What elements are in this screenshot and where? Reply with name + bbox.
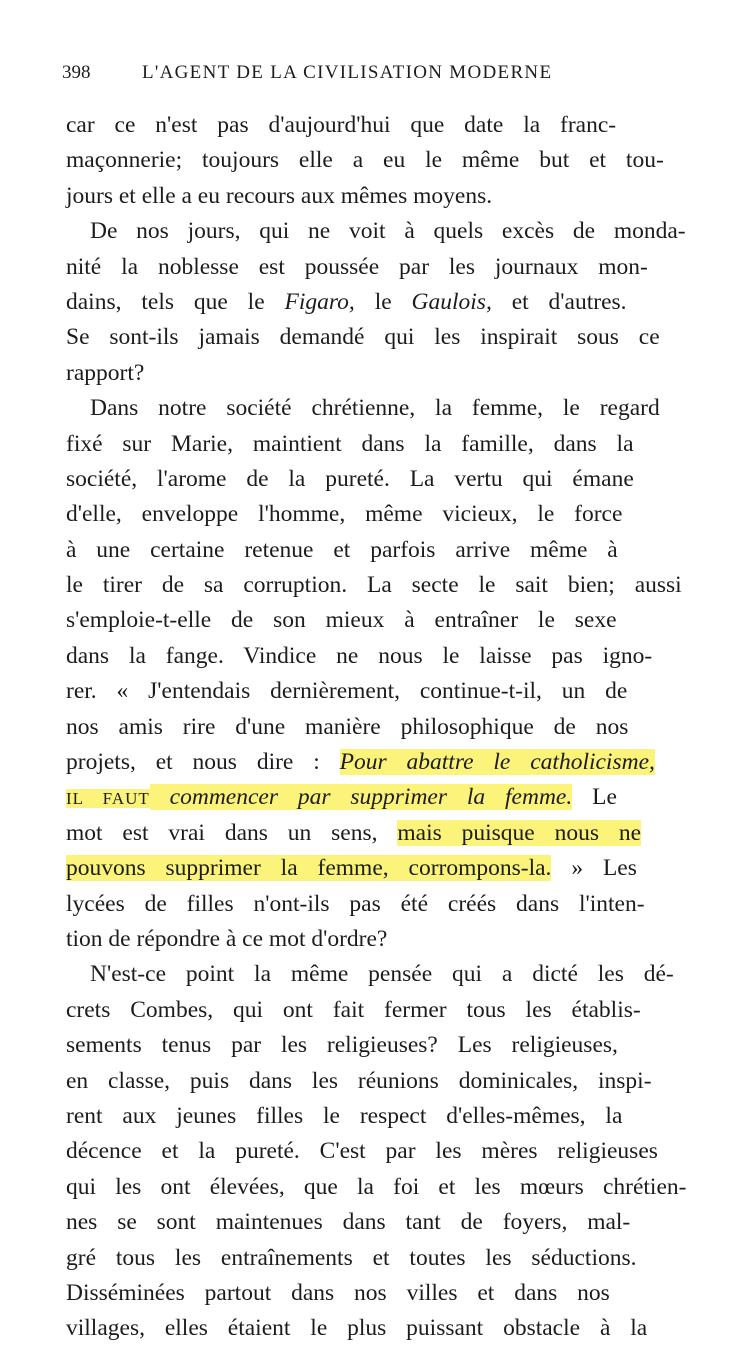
highlighted-text: pouvons supprimer la femme, corrompons-la. — [66, 855, 552, 882]
highlighted-text: IL FAUT — [66, 789, 150, 809]
text-line: fixé sur Marie, maintient dans la famille, dans la — [66, 430, 634, 457]
text-line: gré tous les entraînements et toutes les séductions. — [66, 1244, 637, 1271]
text-line: jours et elle a eu recours aux mêmes moyens. — [66, 182, 493, 209]
text-line: d'elle, enveloppe l'homme, même vicieux, le force — [66, 501, 623, 528]
text-line: rent aux jeunes filles le respect d'elles-mêmes, la — [66, 1102, 623, 1129]
highlighted-text: commencer par supprimer la femme. — [149, 784, 573, 811]
text-segment: et d'autres. — [491, 288, 627, 315]
text-line — [66, 851, 686, 886]
text-line — [66, 285, 686, 320]
text-line — [66, 780, 686, 815]
text-line: N'est-ce point la même pensée qui a dicté les dé- — [90, 961, 674, 988]
text-segment: projets, et nous dire : — [66, 749, 340, 776]
text-line: dans la fange. Vindice ne nous le laisse pas igno- — [66, 642, 653, 669]
text-line: Se sont-ils jamais demandé qui les inspirait sous ce — [66, 324, 660, 351]
running-head — [62, 58, 682, 88]
text-line: à une certaine retenue et parfois arrive même à — [66, 536, 618, 563]
text-line: maçonnerie; toujours elle a eu le même but et tou- — [66, 147, 664, 174]
text-segment: » Les — [551, 855, 637, 882]
text-segment: dains, tels que le — [66, 288, 285, 315]
text-line: rer. « J'entendais dernièrement, continue-t-il, un de — [66, 678, 628, 705]
text-line: le tirer de sa corruption. La secte le sait bien; aussi — [66, 572, 682, 599]
page-number: 398 — [62, 62, 91, 83]
text-line — [66, 816, 686, 851]
text-line: rapport? — [66, 359, 145, 386]
text-line: Dans notre société chrétienne, la femme, le regard — [90, 395, 660, 422]
text-line: nes se sont maintenues dans tant de foyers, mal- — [66, 1209, 631, 1236]
text-line: crets Combes, qui ont fait fermer tous les établis- — [66, 996, 641, 1023]
text-line: s'emploie-t-elle de son mieux à entraîner le sexe — [66, 607, 617, 634]
text-line: lycées de filles n'ont-ils pas été créés dans l'inten- — [66, 890, 645, 917]
text-line: Disséminées partout dans nos villes et dans nos — [66, 1279, 610, 1306]
text-segment: Le — [572, 784, 617, 811]
running-title: L'AGENT DE LA CIVILISATION MODERNE — [142, 62, 553, 83]
text-line — [66, 745, 686, 780]
highlighted-text: mais puisque nous ne — [397, 819, 642, 846]
text-line: nité la noblesse est poussée par les journaux mon- — [66, 253, 648, 280]
text-line: société, l'arome de la pureté. La vertu qui émane — [66, 465, 634, 492]
text-line: nos amis rire d'une manière philosophique de nos — [66, 713, 629, 740]
text-line: en classe, puis dans les réunions dominicales, inspi- — [66, 1067, 652, 1094]
text-segment: le — [354, 288, 412, 315]
highlighted-text: Pour abattre le catholicisme, — [339, 749, 655, 776]
italic-text: Gaulois, — [411, 288, 492, 315]
text-line: car ce n'est pas d'aujourd'hui que date la franc- — [66, 112, 617, 138]
text-line: sements tenus par les religieuses? Les religieuses, — [66, 1032, 618, 1059]
text-line: tion de répondre à ce mot d'ordre? — [66, 925, 388, 952]
body-text — [66, 108, 686, 1347]
text-line: De nos jours, qui ne voit à quels excès de monda- — [90, 218, 686, 245]
text-segment: mot est vrai dans un sens, — [66, 819, 398, 846]
text-line: qui les ont élevées, que la foi et les mœurs chrétien- — [66, 1173, 687, 1200]
text-line: décence et la pureté. C'est par les mères religieuses — [66, 1138, 658, 1165]
italic-text: Figaro, — [284, 288, 355, 315]
text-line: villages, elles étaient le plus puissant obstacle à la — [66, 1315, 648, 1342]
